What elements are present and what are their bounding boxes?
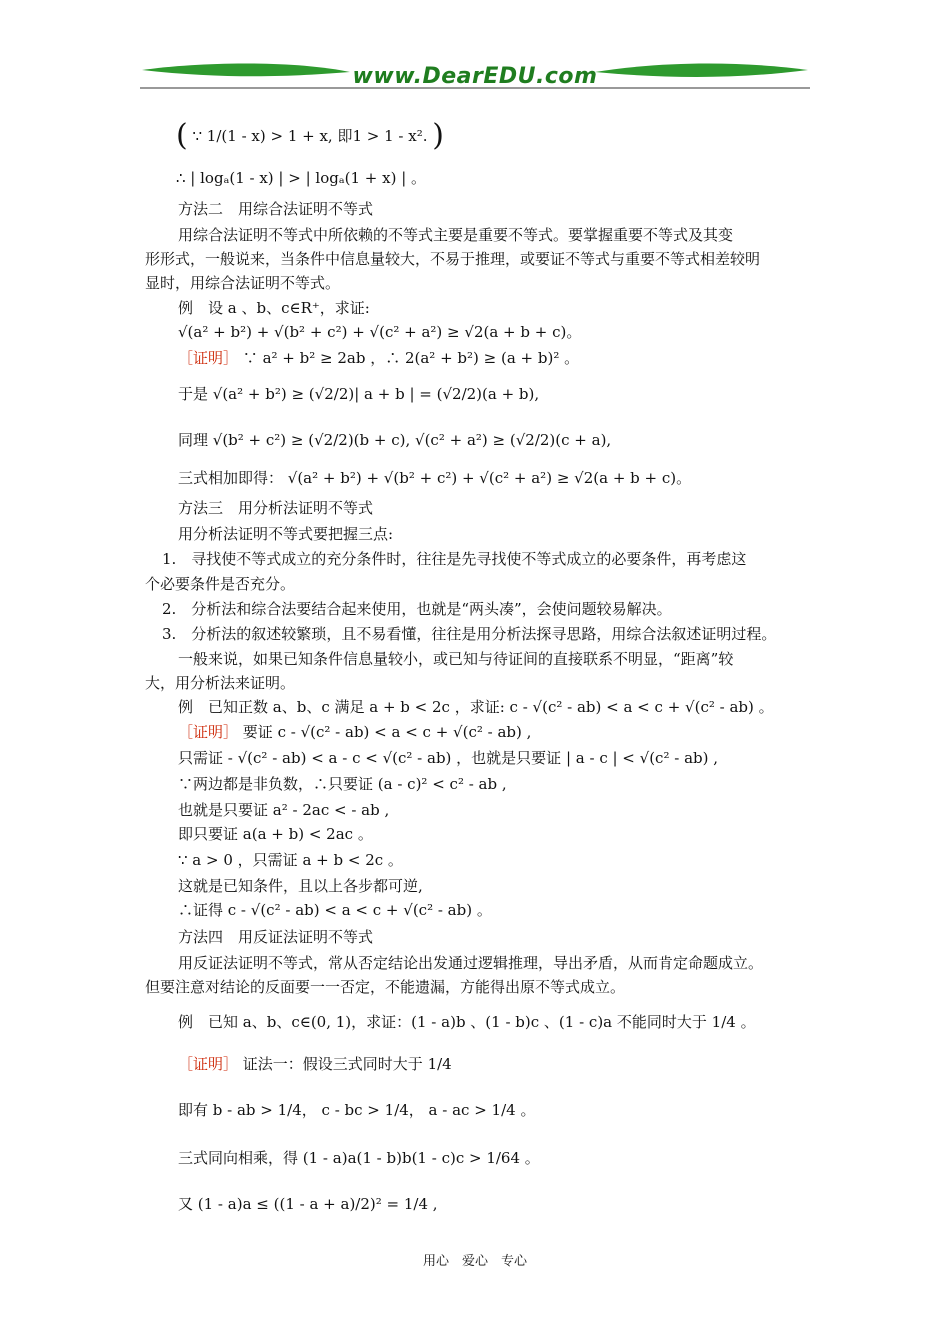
section-heading-2: 方法二 用综合法证明不等式 — [178, 200, 374, 218]
paragraph-line: 显时，用综合法证明不等式。 — [145, 274, 341, 292]
math-line: 三式同向相乘，得 (1 - a)a(1 - b)b(1 - c)c > 1/64 。 — [178, 1149, 540, 1167]
line-1-text: ∵ 1/(1 - x) > 1 + x, 即1 > 1 - x². — [192, 127, 428, 145]
line-1 — [176, 118, 445, 153]
math-line: 于是 √(a² + b²) ≥ (√2/2)| a + b | = (√2/2)(a + b), — [178, 385, 540, 403]
math-line: ∵两边都是非负数，∴只要证 (a - c)² < c² - ab , — [178, 775, 507, 793]
section-heading-4: 方法四 用反证法证明不等式 — [178, 928, 374, 946]
paragraph-line: 用综合法证明不等式中所依赖的不等式主要是重要不等式。要掌握重要不等式及其变 — [178, 226, 734, 244]
proof-label: ［证明］ — [178, 723, 239, 741]
math-line: √(a² + b²) + √(b² + c²) + √(c² + a²) ≥ √2(a + b + c)。 — [178, 323, 582, 341]
list-item: 1. 寻找使不等式成立的充分条件时，往往是先寻找使不等式成立的必要条件，再考虑这 — [162, 550, 747, 568]
proof-line — [178, 722, 531, 742]
math-line: 三式相加即得： √(a² + b²) + √(b² + c²) + √(c² + a²) ≥ √2(a + b + c)。 — [178, 469, 692, 487]
example-line: 例 设 a 、b、c∈R⁺，求证: — [178, 299, 370, 317]
list-item: 2. 分析法和综合法要结合起来使用，也就是“两头凑”，会使问题较易解决。 — [162, 600, 672, 618]
paragraph-line: 形形式，一般说来，当条件中信息量较大，不易于推理，或要证不等式与重要不等式相差较明 — [145, 250, 761, 268]
site-logo-text: www.DearEDU.com — [352, 64, 598, 89]
paragraph-line: 但要注意对结论的反面要一一否定，不能遗漏，方能得出原不等式成立。 — [145, 978, 626, 996]
proof-label: ［证明］ — [178, 349, 239, 367]
example-line: 例 已知正数 a、b、c 满足 a + b < 2c ，求证: c - √(c² - ab) < a < c + √(c² - ab) 。 — [178, 698, 774, 716]
math-line: 只需证 - √(c² - ab) < a - c < √(c² - ab) ，也就是只要证 | a - c | < √(c² - ab) , — [178, 749, 719, 767]
math-line: 即有 b - ab > 1/4， c - bc > 1/4， a - ac > 1/4 。 — [178, 1101, 536, 1119]
paragraph-line: 这就是已知条件，且以上各步都可逆, — [178, 877, 423, 895]
paragraph-line: 一般来说，如果已知条件信息量较小，或已知与待证间的直接联系不明显，“距离”较 — [178, 650, 734, 668]
paragraph-line: 用分析法证明不等式要把握三点: — [178, 525, 394, 543]
proof-text: ∵ a² + b² ≥ 2ab ，∴ 2(a² + b²) ≥ (a + b)² 。 — [242, 349, 580, 367]
math-line: 也就是只要证 a² - 2ac < - ab , — [178, 801, 390, 819]
list-item: 3. 分析法的叙述较繁琐，且不易看懂，往往是用分析法探寻思路，用综合法叙述证明过程。 — [162, 625, 777, 643]
paren-left: ( — [176, 118, 188, 153]
paren-right: ) — [432, 118, 445, 153]
proof-line — [178, 1054, 452, 1074]
math-line: 同理 √(b² + c²) ≥ (√2/2)(b + c), √(c² + a²) ≥ (√2/2)(c + a), — [178, 431, 612, 449]
list-item-cont: 个必要条件是否充分。 — [145, 575, 296, 593]
paragraph-line: 用反证法证明不等式，常从否定结论出发通过逻辑推理，导出矛盾，从而肯定命题成立。 — [178, 954, 764, 972]
math-line: ∴证得 c - √(c² - ab) < a < c + √(c² - ab) 。 — [178, 901, 492, 919]
proof-line — [178, 348, 579, 368]
example-line: 例 已知 a、b、c∈(0, 1)，求证：(1 - a)b 、(1 - b)c 、(1 - c)a 不能同时大于 1/4 。 — [178, 1013, 756, 1031]
page-footer: 用心 爱心 专心 — [422, 1254, 527, 1269]
proof-text: 证法一：假设三式同时大于 1/4 — [242, 1055, 452, 1073]
math-line: 又 (1 - a)a ≤ ((1 - a + a)/2)² = 1/4 , — [178, 1195, 438, 1213]
paragraph-line: 大，用分析法来证明。 — [145, 674, 296, 692]
section-heading-3: 方法三 用分析法证明不等式 — [178, 499, 374, 517]
site-header — [140, 58, 810, 98]
math-line: ∵ a > 0 ，只需证 a + b < 2c 。 — [178, 851, 403, 869]
proof-text: 要证 c - √(c² - ab) < a < c + √(c² - ab) , — [242, 723, 532, 741]
proof-label: ［证明］ — [178, 1055, 239, 1073]
line-2: ∴ | logₐ(1 - x) | > | logₐ(1 + x) | 。 — [176, 169, 427, 187]
math-line: 即只要证 a(a + b) < 2ac 。 — [178, 825, 373, 843]
